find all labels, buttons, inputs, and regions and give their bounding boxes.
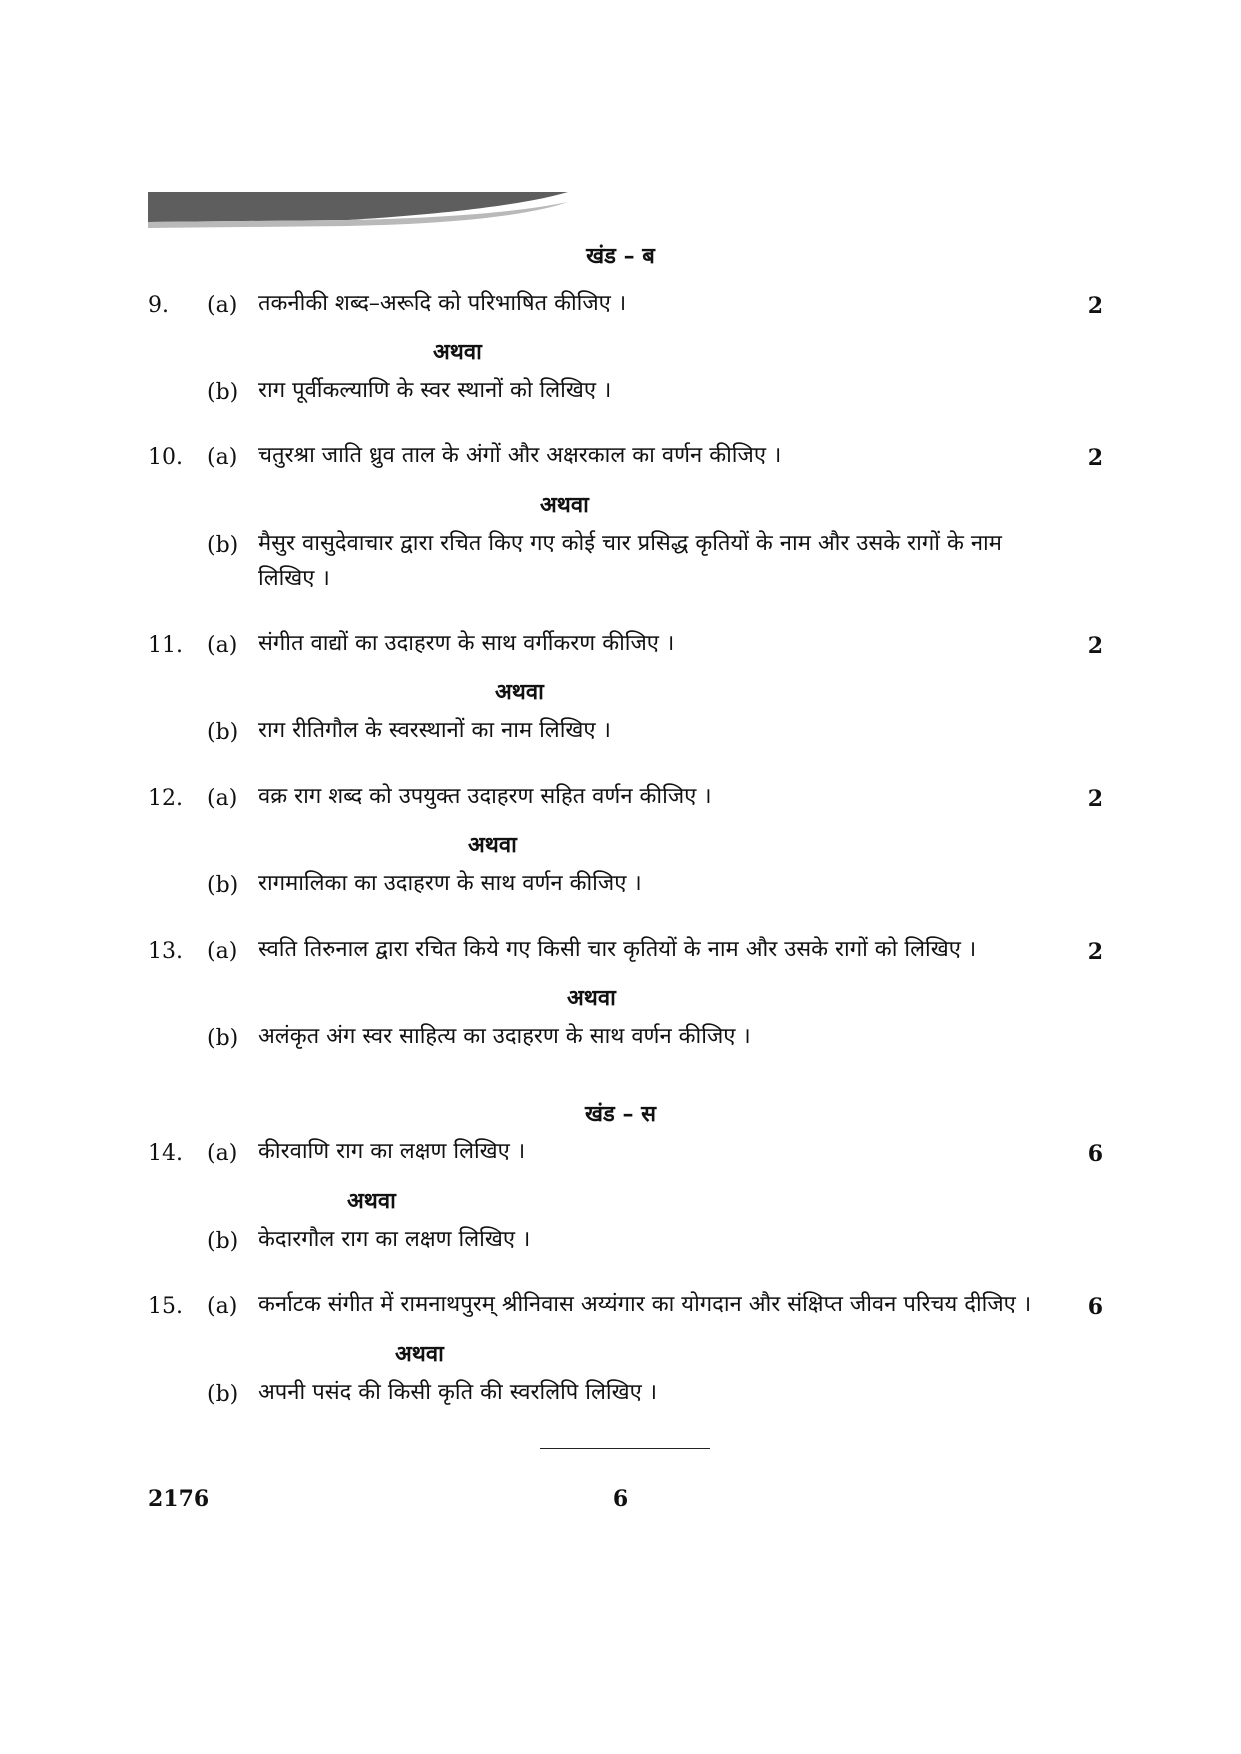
or-label: अथवा: [567, 985, 616, 1011]
question-text-b-line2: लिखिए ।: [258, 566, 330, 591]
question-number: 13.: [148, 939, 183, 964]
question-number: 9.: [148, 293, 169, 318]
option-a-label: (a): [207, 633, 238, 658]
option-b-label: (b): [207, 533, 239, 558]
question-text-b: अलंकृत अंग स्वर साहित्य का उदाहरण के साथ वर्णन कीजिए ।: [258, 1024, 751, 1049]
question-text-b-line1: मैसुर वासुदेवाचार द्वारा रचित किए गए कोई चार प्रसिद्ध कृतियों के नाम और उसके रागों के नाम: [258, 531, 1002, 556]
header-banner: [148, 192, 568, 228]
marks: 6: [1087, 1141, 1103, 1167]
question-text-a: वक्र राग शब्द को उपयुक्त उदाहरण सहित वर्णन कीजिए ।: [258, 784, 712, 809]
question-text-a: संगीत वाद्यों का उदाहरण के साथ वर्गीकरण कीजिए ।: [258, 631, 675, 656]
marks: 2: [1087, 939, 1103, 965]
question-text-b: राग पूर्वीकल्याणि के स्वर स्थानों को लिखिए ।: [258, 378, 612, 403]
marks: 6: [1087, 1294, 1103, 1320]
question-text-a: कर्नाटक संगीत में रामनाथपुरम् श्रीनिवास अय्यंगार का योगदान और संक्षिप्त जीवन परिचय दीजिए ।: [258, 1292, 1032, 1317]
option-a-label: (a): [207, 1141, 238, 1166]
option-b-label: (b): [207, 1382, 239, 1407]
question-text-b: राग रीतिगौल के स्वरस्थानों का नाम लिखिए ।: [258, 718, 611, 743]
option-a-label: (a): [207, 293, 238, 318]
marks: 2: [1087, 633, 1103, 659]
or-label: अथवा: [468, 832, 517, 858]
option-a-label: (a): [207, 939, 238, 964]
or-label: अथवा: [347, 1188, 396, 1214]
or-label: अथवा: [395, 1341, 444, 1367]
question-number: 12.: [148, 786, 183, 811]
option-a-label: (a): [207, 445, 238, 470]
option-a-label: (a): [207, 1294, 238, 1319]
question-number: 14.: [148, 1141, 183, 1166]
question-number: 15.: [148, 1294, 183, 1319]
question-text-a: तकनीकी शब्द–अरूदि को परिभाषित कीजिए ।: [258, 291, 627, 316]
question-text-a: चतुरश्रा जाति ध्रुव ताल के अंगों और अक्षरकाल का वर्णन कीजिए ।: [258, 443, 782, 468]
question-text-b: केदारगौल राग का लक्षण लिखिए ।: [258, 1227, 531, 1252]
question-number: 10.: [148, 445, 183, 470]
option-b-label: (b): [207, 873, 239, 898]
or-label: अथवा: [433, 339, 482, 365]
section-heading-c: खंड – स: [585, 1101, 656, 1127]
question-text-a: कीरवाणि राग का लक्षण लिखिए ।: [258, 1139, 526, 1164]
paper-code: 2176: [148, 1486, 210, 1512]
question-number: 11.: [148, 633, 183, 658]
option-b-label: (b): [207, 720, 239, 745]
end-rule: [540, 1448, 710, 1449]
or-label: अथवा: [495, 679, 544, 705]
marks: 2: [1087, 293, 1103, 319]
marks: 2: [1087, 445, 1103, 471]
option-b-label: (b): [207, 1229, 239, 1254]
question-text-a: स्वति तिरुनाल द्वारा रचित किये गए किसी चार कृतियों के नाम और उसके रागों को लिखिए ।: [258, 937, 977, 962]
section-heading-b: खंड – ब: [586, 243, 655, 269]
option-b-label: (b): [207, 380, 239, 405]
page-number: 6: [612, 1486, 629, 1512]
or-label: अथवा: [540, 492, 589, 518]
marks: 2: [1087, 786, 1103, 812]
option-a-label: (a): [207, 786, 238, 811]
question-text-b: अपनी पसंद की किसी कृति की स्वरलिपि लिखिए ।: [258, 1380, 658, 1405]
question-text-b: रागमालिका का उदाहरण के साथ वर्णन कीजिए ।: [258, 871, 642, 896]
option-b-label: (b): [207, 1026, 239, 1051]
